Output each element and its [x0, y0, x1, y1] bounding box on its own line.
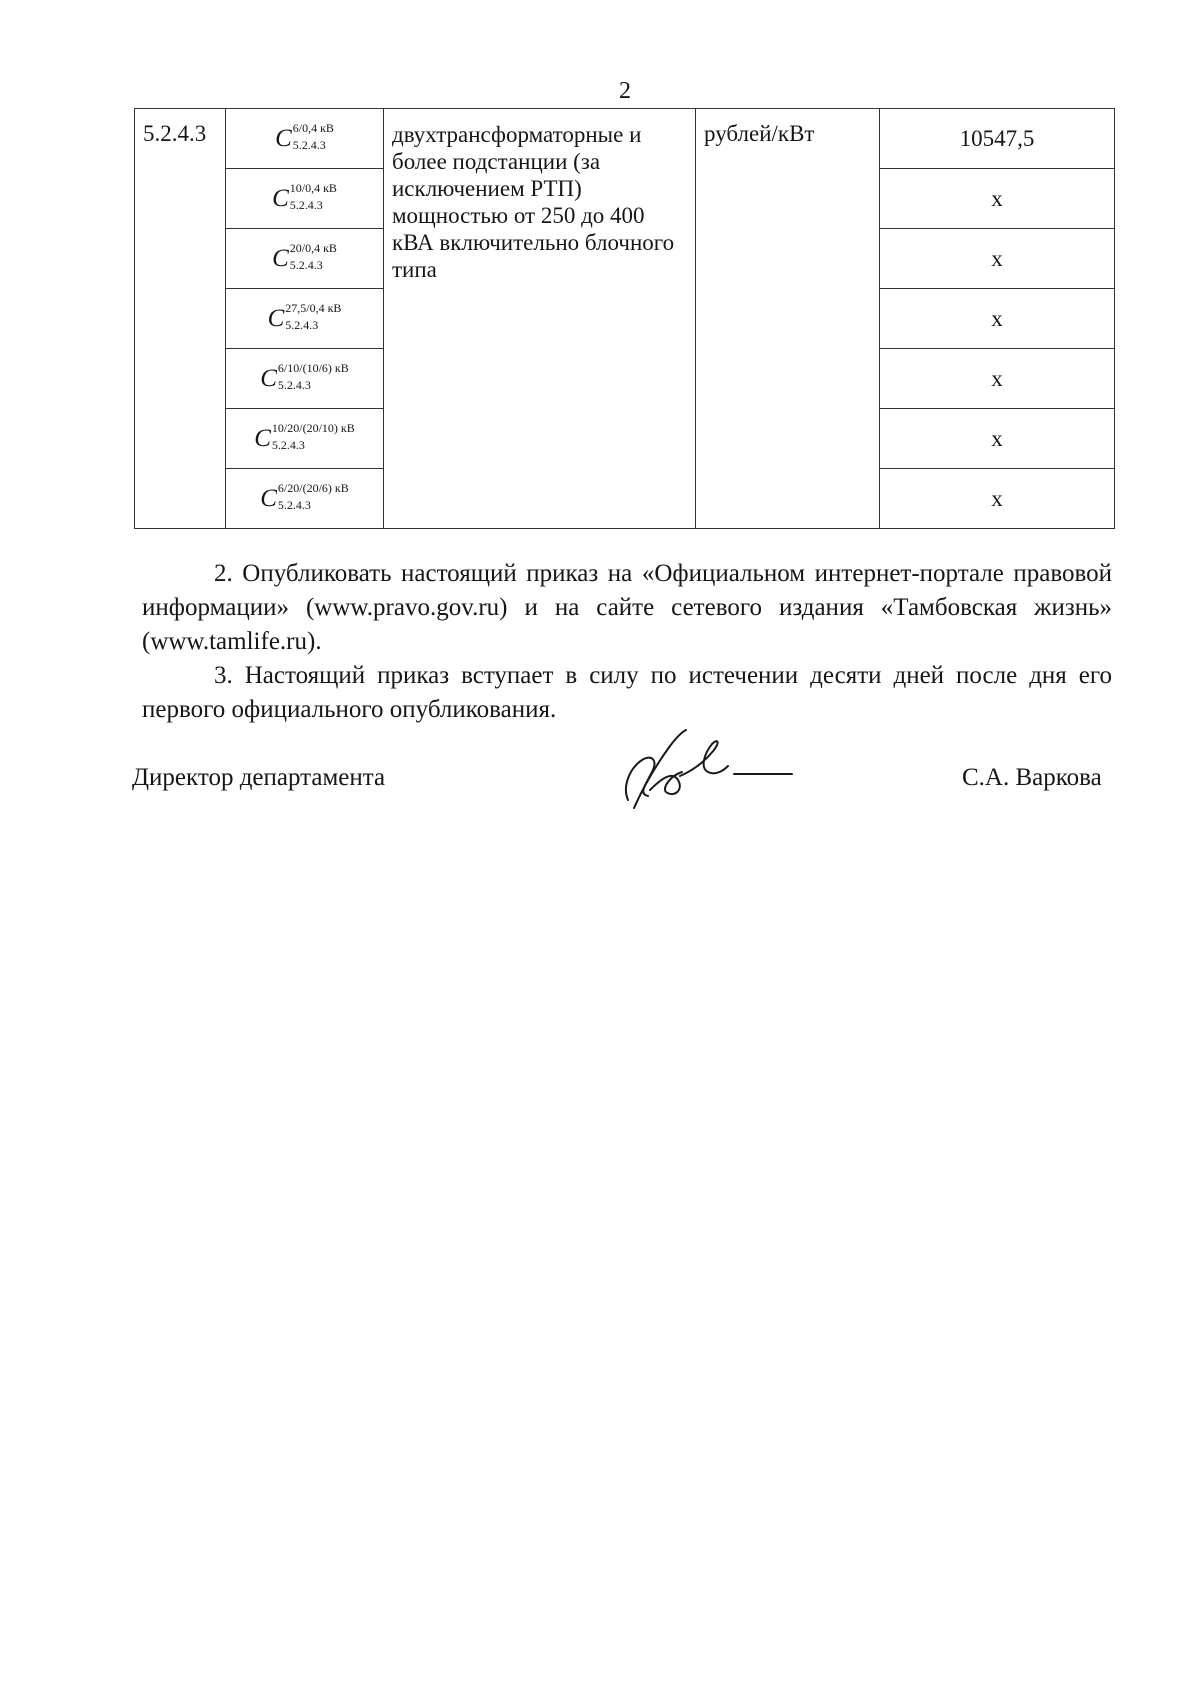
- rate-symbol: C 6/0,4 кВ 5.2.4.3: [275, 121, 334, 153]
- rate-symbol: C 20/0,4 кВ 5.2.4.3: [272, 241, 337, 273]
- rate-symbol: C 10/0,4 кВ 5.2.4.3: [272, 181, 337, 213]
- value-cell: x: [880, 409, 1115, 469]
- rate-symbol-cell: [226, 349, 384, 409]
- item-number-cell: 5.2.4.3: [135, 109, 226, 529]
- value-cell: 10547,5: [880, 109, 1115, 169]
- rate-symbol-cell: [226, 289, 384, 349]
- rate-symbol-cell: [226, 229, 384, 289]
- paragraph-entry-into-force: 3. Настоящий приказ вступает в силу по истечении десяти дней после дня его первого официального опубликования.: [142, 662, 1112, 723]
- page-number: 2: [619, 78, 631, 104]
- rate-symbol: C 10/20/(20/10) кВ 5.2.4.3: [254, 421, 355, 453]
- table-row: [135, 109, 1115, 169]
- value-cell: x: [880, 229, 1115, 289]
- description-cell: двухтрансформаторные и более подстанции (за исключением РТП) мощностью от 250 до 400 кВА включительно блочного типа: [384, 109, 696, 529]
- signer-name: С.А. Варкова: [962, 764, 1102, 791]
- signer-role: Директор департамента: [132, 764, 386, 791]
- handwritten-signature: [620, 720, 800, 815]
- value-cell: x: [880, 169, 1115, 229]
- paragraph-publication: 2. Опубликовать настоящий приказ на «Официальном интернет-портале правовой информации» (www.pravo.gov.ru) и на сайте сетевого издания «Тамбовская жизнь» (www.tamlife.ru).: [142, 560, 1112, 655]
- rate-symbol: C 6/10/(10/6) кВ 5.2.4.3: [260, 361, 349, 393]
- tariff-table: [134, 108, 1115, 529]
- rate-symbol-cell: [226, 109, 384, 169]
- value-cell: x: [880, 469, 1115, 529]
- rate-symbol: C 6/20/(20/6) кВ 5.2.4.3: [260, 481, 349, 513]
- rate-symbol-cell: [226, 169, 384, 229]
- rate-symbol: C 27,5/0,4 кВ 5.2.4.3: [267, 301, 342, 333]
- unit-cell: рублей/кВт: [696, 109, 880, 529]
- value-cell: x: [880, 289, 1115, 349]
- rate-symbol-cell: [226, 409, 384, 469]
- value-cell: x: [880, 349, 1115, 409]
- rate-symbol-cell: [226, 469, 384, 529]
- order-body: [142, 557, 1112, 727]
